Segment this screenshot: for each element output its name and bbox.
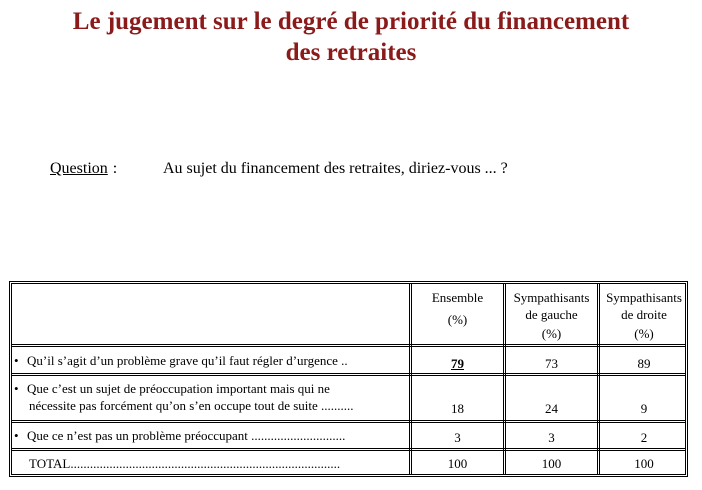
- column-header-line: Sympathisants: [513, 290, 590, 305]
- column-header-line: Sympathisants: [606, 290, 682, 305]
- title-line-1: Le jugement sur le degré de priorité du financement: [72, 8, 630, 35]
- table-row-label: [12, 352, 348, 369]
- table-cell-ensemble: 100: [447, 456, 468, 471]
- column-header-line: de gauche: [525, 307, 578, 322]
- table-cell-gauche: 24: [545, 401, 558, 416]
- row-label-text: nécessite pas forcément qu’on s’en occupe tout de suite ..........: [29, 398, 354, 413]
- question-separator: :: [112, 160, 118, 177]
- row-divider: [12, 420, 685, 423]
- column-header-ensemble: [412, 289, 503, 328]
- column-header-line: Ensemble: [431, 290, 484, 305]
- total-label: TOTAL...................................................................................: [29, 456, 341, 471]
- bullet: •: [14, 428, 19, 443]
- column-header-unit: (%): [447, 312, 468, 327]
- table-row-label: [12, 455, 340, 472]
- column-header-unit: (%): [634, 326, 654, 341]
- title-line-2: des retraites: [285, 39, 417, 66]
- column-header-droite: [600, 289, 688, 342]
- column-header-gauche: [506, 289, 597, 342]
- bullet: •: [14, 353, 19, 368]
- results-table: [9, 281, 688, 477]
- page-title: [0, 6, 702, 68]
- table-cell-gauche: 73: [545, 356, 558, 371]
- table-cell-droite: 9: [640, 401, 648, 416]
- row-label-text: Que c’est un sujet de préoccupation important mais qui ne: [27, 381, 330, 396]
- question-label: Question: [50, 160, 108, 177]
- question-line: [50, 159, 508, 179]
- table-row-label: [12, 380, 354, 414]
- table-cell-droite: 89: [637, 356, 651, 371]
- bullet: •: [14, 381, 19, 396]
- row-label-text: Qu’il s’agit d’un problème grave qu’il faut régler d’urgence ..: [27, 353, 348, 368]
- column-header-line: de droite: [621, 307, 667, 322]
- question-text: Au sujet du financement des retraites, diriez-vous ... ?: [163, 160, 508, 177]
- table-cell-gauche: 100: [541, 456, 562, 471]
- table-cell-droite: 100: [634, 456, 654, 471]
- row-divider: [12, 448, 685, 451]
- table-row-label: [12, 427, 345, 444]
- table-cell-ensemble: [412, 355, 503, 372]
- row-label-text: Que ce n’est pas un problème préoccupant .............................: [27, 428, 346, 443]
- table-cell-gauche: 3: [548, 430, 555, 445]
- highlighted-value: 79: [451, 356, 464, 371]
- row-divider: [12, 344, 685, 347]
- table-cell-droite: 2: [640, 430, 648, 445]
- column-header-unit: (%): [541, 326, 562, 341]
- row-divider: [12, 373, 685, 376]
- table-cell-ensemble: 18: [451, 401, 464, 416]
- table-cell-ensemble: 3: [454, 430, 461, 445]
